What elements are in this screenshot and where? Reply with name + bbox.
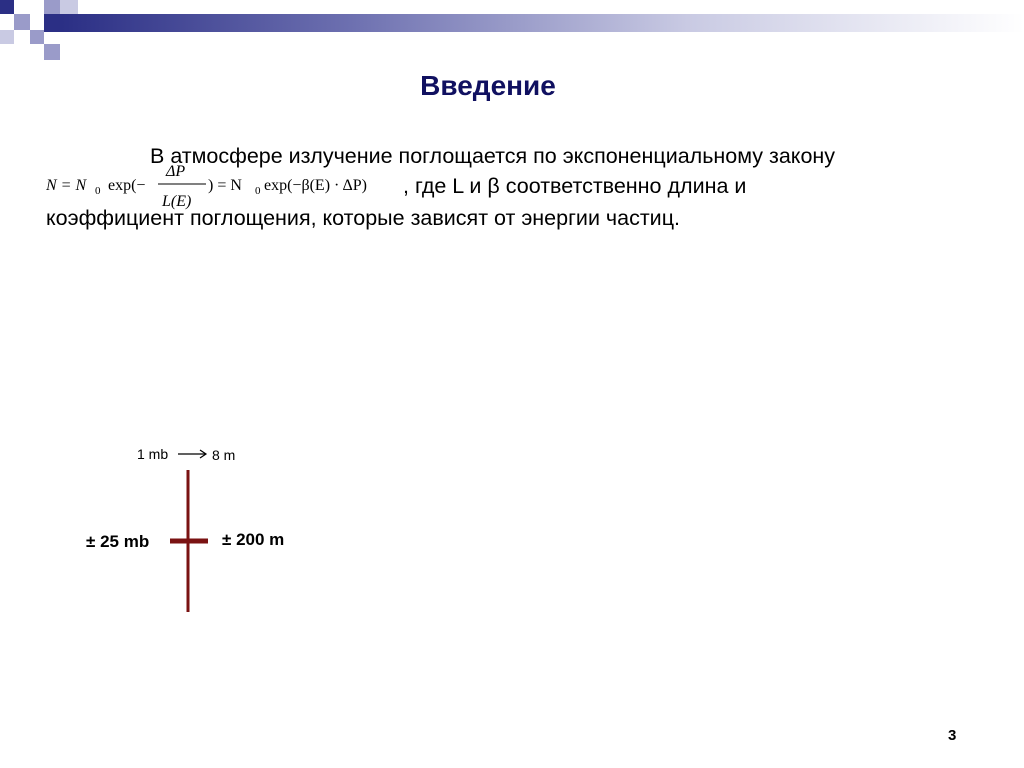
corner-square <box>0 0 14 14</box>
formula-subscript-2: 0 <box>255 185 261 197</box>
body-text-line-2: , где L и β соответственно длина и <box>403 174 747 198</box>
corner-square <box>44 44 60 60</box>
plus-minus-sign: ± <box>222 530 232 549</box>
corner-square <box>44 14 62 32</box>
height-unit-label: 8 m <box>212 447 236 463</box>
formula-lhs: N = N <box>46 177 87 194</box>
formula-numerator: ΔP <box>166 163 186 180</box>
formula-mid: ) = N <box>208 177 242 194</box>
pressure-error-value: 25 mb <box>100 532 150 551</box>
formula-rhs: exp(−β(E) · ΔP) <box>264 177 367 194</box>
header-gradient-bar <box>62 14 1024 32</box>
body-text-line-1: В атмосфере излучение поглощается по экспоненциальному закону <box>150 144 836 168</box>
error-cross-diagram <box>165 470 215 615</box>
pressure-unit-label: 1 mb <box>137 446 169 462</box>
height-error-label <box>222 530 284 550</box>
corner-square <box>14 14 30 30</box>
formula-exp-open: exp(− <box>108 177 146 194</box>
body-text-line-3: коэффициент поглощения, которые зависят от энергии частиц. <box>46 206 680 230</box>
height-error-value: 200 m <box>236 530 285 549</box>
pressure-error-label <box>86 532 149 552</box>
corner-square <box>30 30 44 44</box>
formula-subscript: 0 <box>95 185 101 197</box>
corner-square <box>0 30 14 44</box>
formula-svg <box>46 162 402 212</box>
absorption-formula <box>46 162 402 212</box>
plus-minus-sign: ± <box>86 532 96 551</box>
arrow-icon <box>177 447 211 461</box>
corner-square <box>60 0 78 14</box>
page-number: 3 <box>948 727 957 744</box>
formula-denominator: L(E) <box>162 193 192 210</box>
slide-title: Введение <box>420 70 556 101</box>
